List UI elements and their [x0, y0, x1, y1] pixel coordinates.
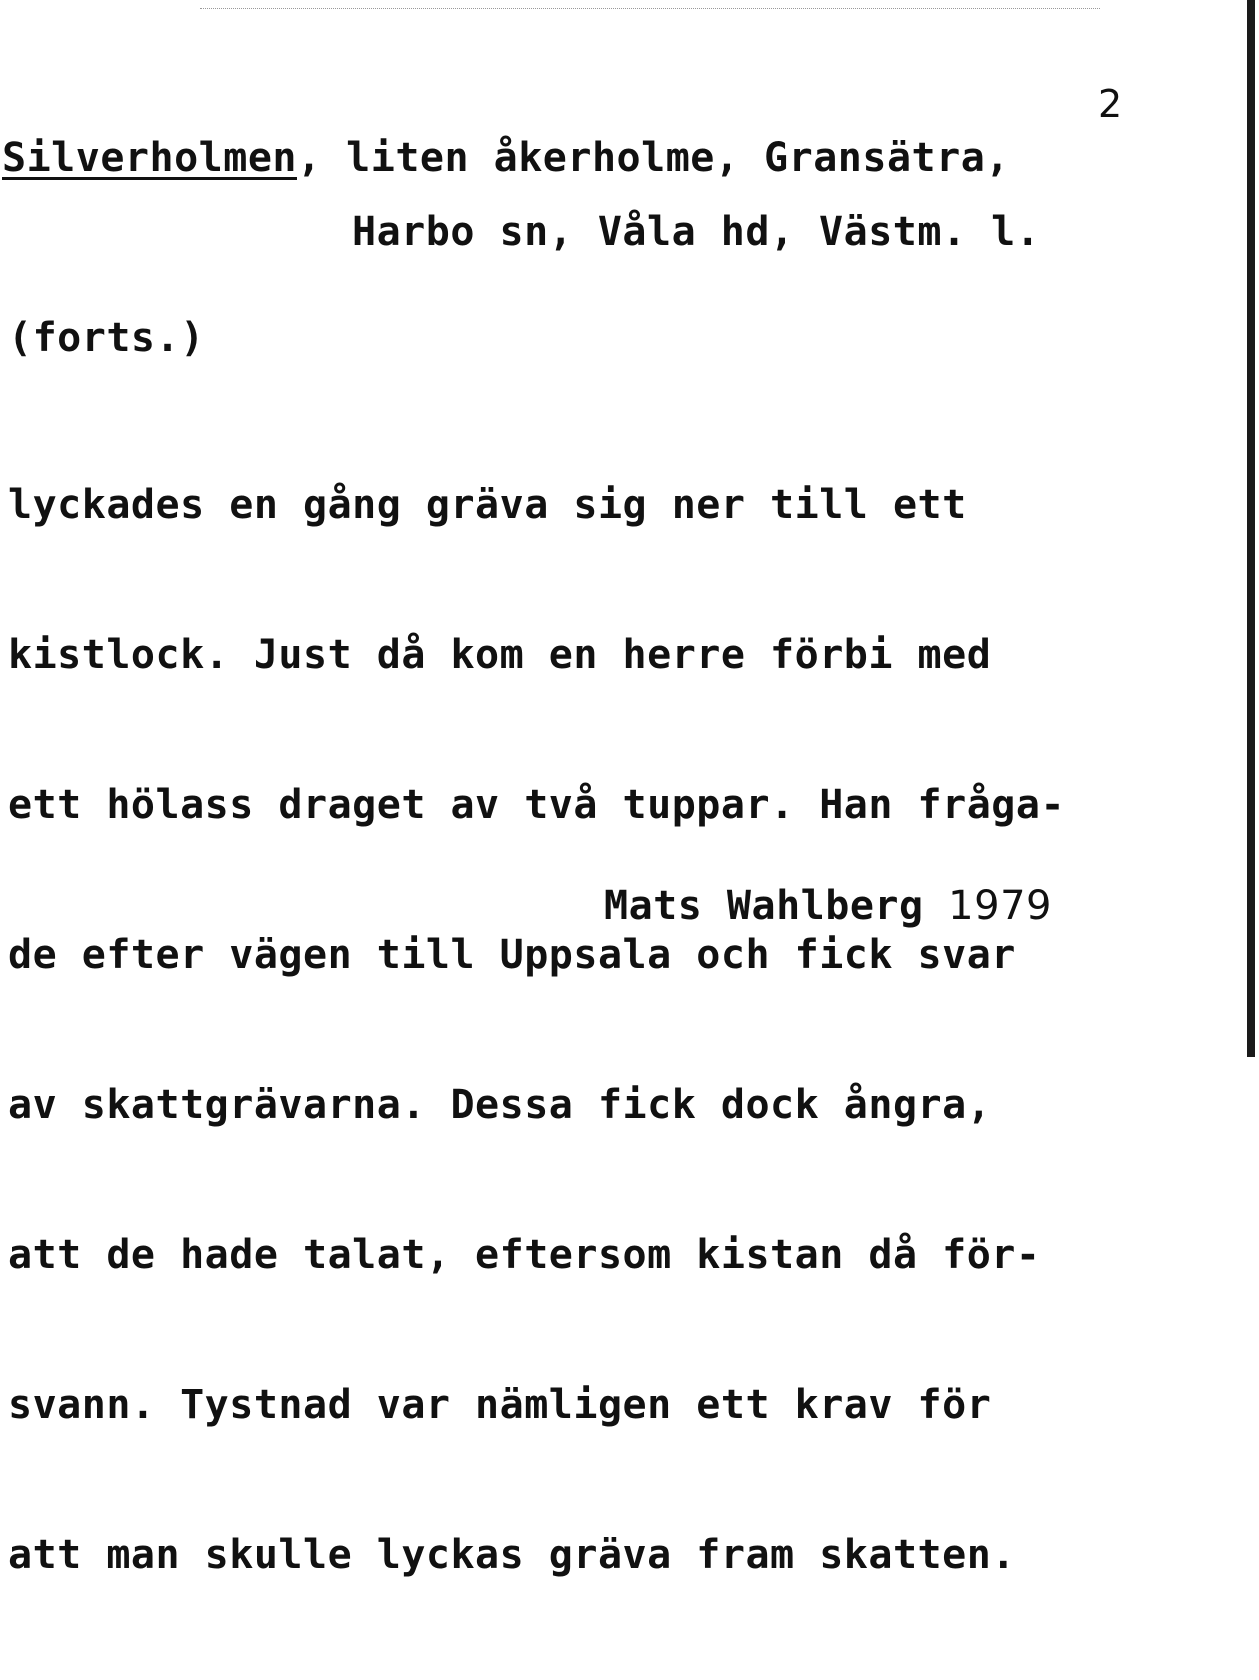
- place-name: Silverholmen: [2, 135, 297, 181]
- body-text: [8, 380, 1065, 1680]
- body-line: de efter vägen till Uppsala och fick svar: [8, 932, 1016, 978]
- body-line: att man skulle lyckas gräva fram skatten.: [8, 1532, 1016, 1578]
- body-line: svann. Tystnad var nämligen ett krav för: [8, 1382, 992, 1428]
- heading-line-1: [2, 132, 1010, 184]
- continuation-mark: (forts.): [8, 315, 205, 361]
- scan-artifact: [200, 8, 1100, 13]
- heading-line-1-rest: , liten åkerholme, Gransätra,: [296, 135, 1010, 181]
- body-line: ett hölass draget av två tuppar. Han fråga-: [8, 782, 1066, 828]
- body-line: av skattgrävarna. Dessa fick dock ångra,: [8, 1082, 992, 1128]
- signature-year: 1979: [948, 883, 1052, 929]
- heading-line-2: Harbo sn, Våla hd, Västm. l.: [352, 209, 1041, 255]
- body-line: kistlock. Just då kom en herre förbi med: [8, 632, 992, 678]
- page-number: 2: [1098, 82, 1123, 126]
- page-edge-border: [1247, 0, 1255, 1057]
- signature-name: Mats Wahlberg: [604, 883, 924, 929]
- body-line: lyckades en gång gräva sig ner till ett: [8, 482, 967, 528]
- body-line: att de hade talat, eftersom kistan då för-: [8, 1232, 1041, 1278]
- signature: [604, 880, 1052, 932]
